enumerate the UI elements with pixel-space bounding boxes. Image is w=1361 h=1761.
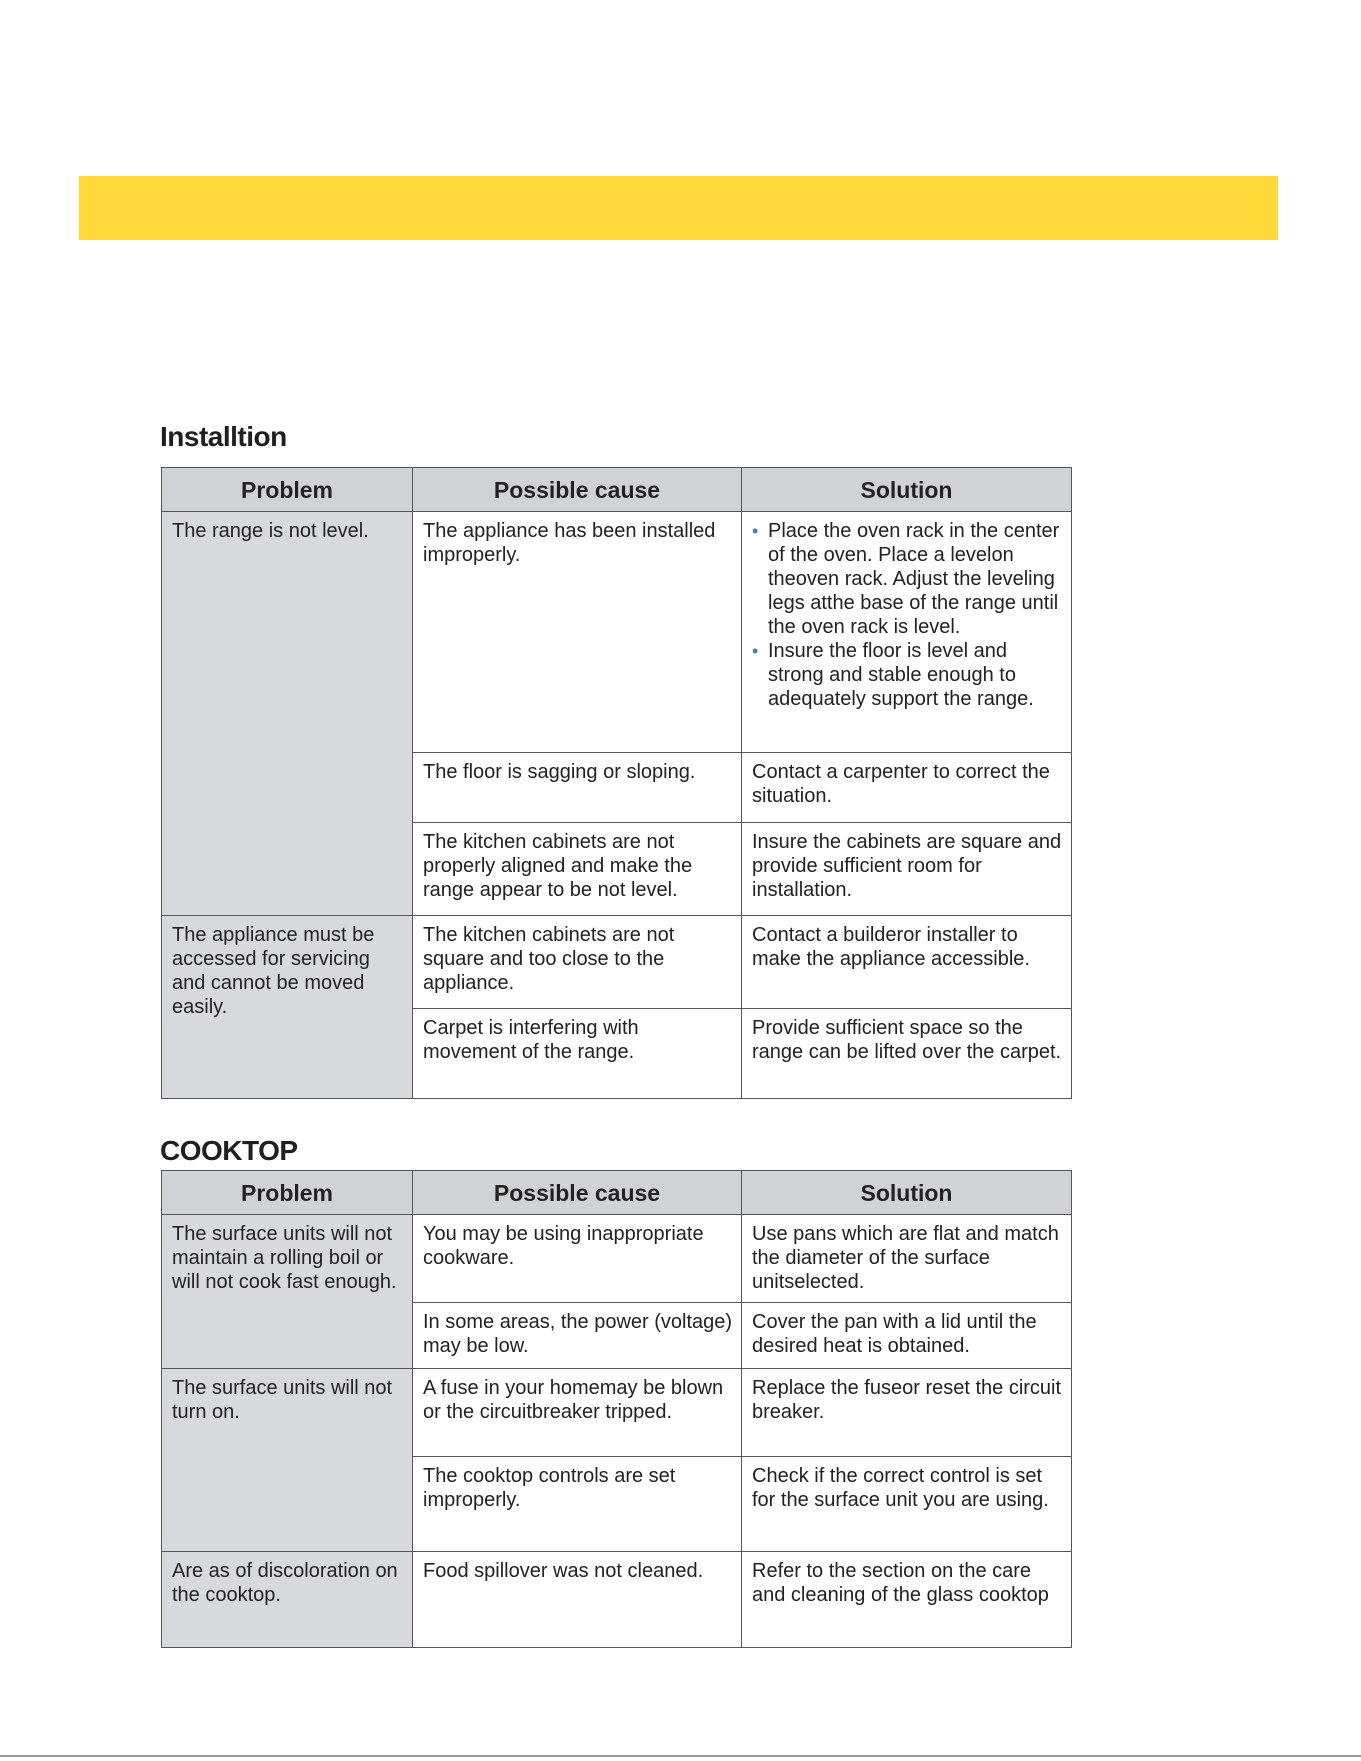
installation-troubleshooting-table bbox=[161, 467, 1072, 1099]
header-problem: Problem bbox=[162, 1171, 413, 1215]
cause-cell: The appliance has been installed improperly. bbox=[413, 512, 742, 753]
solution-cell bbox=[742, 512, 1072, 753]
solution-cell: Contact a builderor installer to make the appliance accessible. bbox=[742, 916, 1072, 1009]
cause-cell: The kitchen cabinets are not square and too close to the appliance. bbox=[413, 916, 742, 1009]
cause-cell: A fuse in your homemay be blown or the circuitbreaker tripped. bbox=[413, 1369, 742, 1457]
solution-cell: Provide sufficient space so the range can be lifted over the carpet. bbox=[742, 1009, 1072, 1099]
header-possible-cause: Possible cause bbox=[413, 468, 742, 512]
cause-cell: The cooktop controls are set improperly. bbox=[413, 1457, 742, 1552]
problem-cell: The surface units will not maintain a rolling boil or will not cook fast enough. bbox=[162, 1215, 413, 1369]
solution-cell: Cover the pan with a lid until the desired heat is obtained. bbox=[742, 1303, 1072, 1369]
header-possible-cause: Possible cause bbox=[413, 1171, 742, 1215]
solution-cell: Check if the correct control is set for the surface unit you are using. bbox=[742, 1457, 1072, 1552]
cooktop-troubleshooting-table bbox=[161, 1170, 1072, 1648]
solution-bullet-item: • Place the oven rack in the center of the oven. Place a levelon theoven rack. Adjust the leveling legs atthe base of the range until the oven rack is level. bbox=[752, 519, 1063, 639]
problem-cell: The range is not level. bbox=[162, 512, 413, 916]
solution-cell: Use pans which are flat and match the diameter of the surface unitselected. bbox=[742, 1215, 1072, 1303]
cause-cell: Food spillover was not cleaned. bbox=[413, 1552, 742, 1648]
section-title-cooktop: COOKTOP bbox=[160, 1135, 298, 1166]
section-title-installation: Installtion bbox=[160, 421, 287, 452]
problem-cell: Are as of discoloration on the cooktop. bbox=[162, 1552, 413, 1648]
cause-cell: You may be using inappropriate cookware. bbox=[413, 1215, 742, 1303]
solution-cell: Replace the fuseor reset the circuit breaker. bbox=[742, 1369, 1072, 1457]
table-row bbox=[162, 1552, 1072, 1648]
cause-cell: In some areas, the power (voltage) may be low. bbox=[413, 1303, 742, 1369]
problem-cell: The surface units will not turn on. bbox=[162, 1369, 413, 1552]
solution-bullet-item: • Insure the floor is level and strong and stable enough to adequately support the range. bbox=[752, 639, 1063, 711]
page-bottom-rule bbox=[0, 1755, 1361, 1757]
header-solution: Solution bbox=[742, 1171, 1072, 1215]
table-row bbox=[162, 916, 1072, 1009]
table-row bbox=[162, 1369, 1072, 1457]
table-header-row bbox=[162, 468, 1072, 512]
table-row bbox=[162, 1215, 1072, 1303]
header-solution: Solution bbox=[742, 468, 1072, 512]
cause-cell: The kitchen cabinets are not properly aligned and make the range appear to be not level. bbox=[413, 823, 742, 916]
header-problem: Problem bbox=[162, 468, 413, 512]
table-header-row bbox=[162, 1171, 1072, 1215]
solution-cell: Contact a carpenter to correct the situation. bbox=[742, 753, 1072, 823]
table-row bbox=[162, 512, 1072, 753]
yellow-header-bar bbox=[79, 176, 1278, 240]
problem-cell: The appliance must be accessed for servicing and cannot be moved easily. bbox=[162, 916, 413, 1099]
solution-cell: Refer to the section on the care and cleaning of the glass cooktop bbox=[742, 1552, 1072, 1648]
cause-cell: The floor is sagging or sloping. bbox=[413, 753, 742, 823]
cause-cell: Carpet is interfering with movement of the range. bbox=[413, 1009, 742, 1099]
solution-bullet-list bbox=[752, 519, 1063, 711]
solution-cell: Insure the cabinets are square and provide sufficient room for installation. bbox=[742, 823, 1072, 916]
